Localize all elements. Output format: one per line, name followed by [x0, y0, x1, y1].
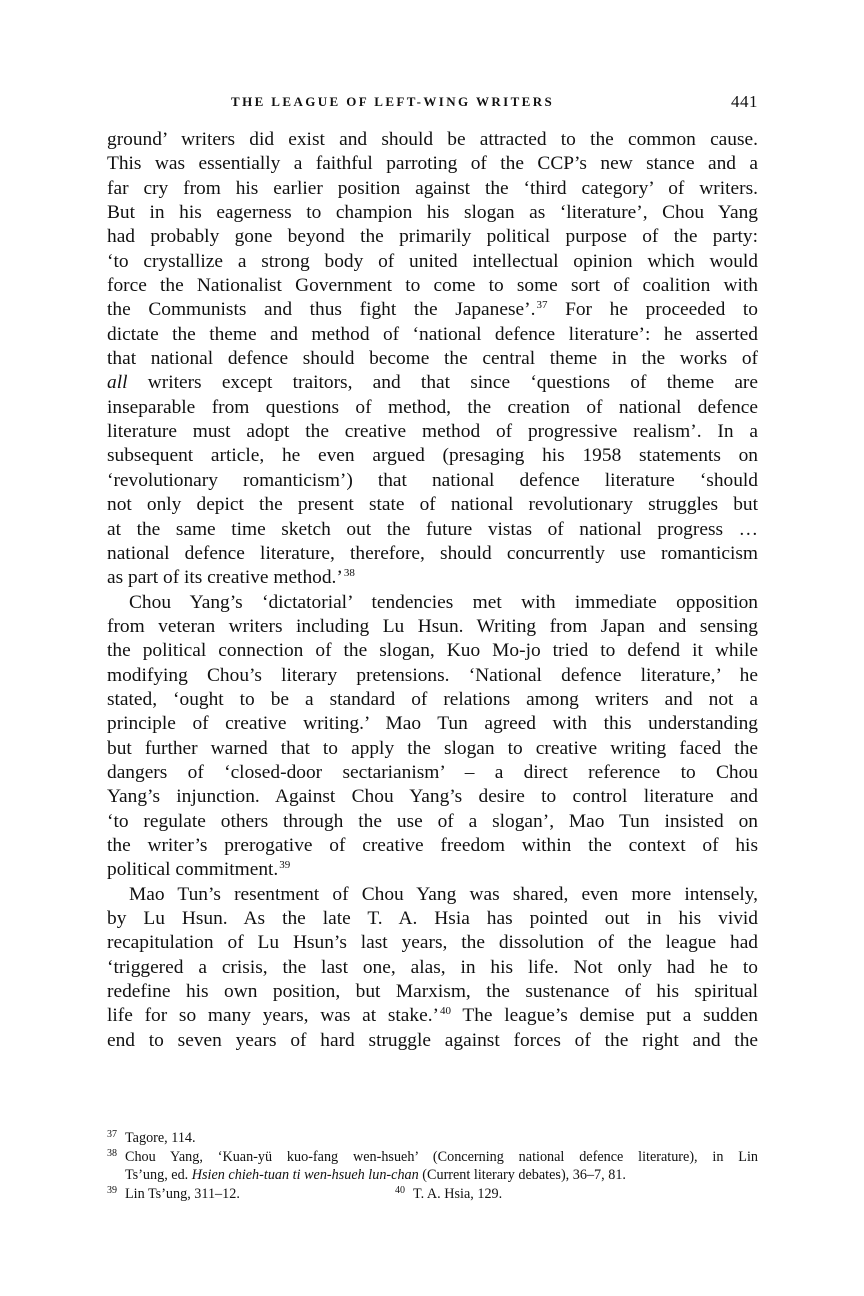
text-line: national defence literature, therefore, should concurrently use romanticism	[107, 542, 758, 564]
text-line: not only depict the present state of national revolutionary struggles but	[107, 494, 758, 516]
footnote-38-continued	[107, 1166, 758, 1185]
footnote-text: T. A. Hsia, 129.	[413, 1185, 503, 1202]
running-title: THE LEAGUE OF LEFT-WING WRITERS	[231, 94, 555, 109]
text-line: Chou Yang’s ‘dictatorial’ tendencies met with immediate opposition	[129, 591, 758, 613]
text-line: literature must adopt the creative method of progressive realism’. In a	[107, 421, 758, 443]
footnote-39	[107, 1185, 395, 1204]
text-line: ‘to regulate others through the use of a slogan’, Mao Tun insisted on	[107, 810, 758, 832]
text-line: the Communists and thus fight the Japanese’.$^{37}$ For he proceeded to	[107, 299, 758, 321]
text-line: all writers except traitors, and that since ‘questions of theme are	[107, 372, 758, 394]
text-line: ‘revolutionary romanticism’) that national defence literature ‘should	[107, 469, 758, 491]
text-line: dangers of ‘closed-door sectarianism’ – a direct reference to Chou	[107, 761, 758, 783]
text-line: from veteran writers including Lu Hsun. Writing from Japan and sensing	[107, 615, 758, 637]
text-line: that national defence should become the central theme in the works of	[107, 348, 758, 370]
page-number: 441	[731, 92, 758, 111]
footnote-text: Ts’ung, ed.	[125, 1167, 192, 1184]
footnote-text: Lin Ts’ung, 311–12.	[125, 1185, 240, 1202]
text-line: principle of creative writing.’ Mao Tun agreed with this understanding	[107, 713, 758, 735]
text-line: redefine his own position, but Marxism, the sustenance of his spiritual	[107, 981, 758, 1003]
footnote-reference[interactable]: 37	[536, 299, 548, 312]
text-line: modifying Chou’s literary pretensions. ‘National defence literature,’ he	[107, 664, 758, 686]
text-line: but further warned that to apply the slogan to creative writing faced the	[107, 737, 758, 759]
text-line: as part of its creative method.’$^{38}$	[107, 567, 355, 589]
text-line: had probably gone beyond the primarily political purpose of the party:	[107, 226, 758, 248]
footnote-number: 37	[107, 1129, 117, 1140]
text-line: inseparable from questions of method, the creation of national defence	[107, 396, 758, 418]
text-line: ‘to crystallize a strong body of united intellectual opinion which would	[107, 250, 758, 272]
text-line: This was essentially a faithful parroting of the CCP’s new stance and a	[107, 153, 758, 175]
footnote-reference[interactable]: 39	[279, 859, 291, 872]
footnote-number: 38	[107, 1147, 117, 1159]
text-line: political commitment.$^{39}$	[107, 859, 291, 881]
text-line: end to seven years of hard struggle against forces of the right and the	[107, 1029, 758, 1051]
footnote-row	[107, 1185, 758, 1204]
emphasis: all	[107, 372, 128, 394]
text-line: But in his eagerness to champion his slogan as ‘literature’, Chou Yang	[107, 202, 758, 224]
text-line: at the same time sketch out the future vistas of national progress …	[107, 518, 758, 540]
book-title: Hsien chieh-tuan ti wen-hsueh lun-chan	[191, 1167, 419, 1184]
text-line: dictate the theme and method of ‘national defence literature’: he asserted	[107, 323, 758, 345]
footnote-38	[107, 1148, 758, 1167]
footnotes	[107, 1129, 758, 1203]
text-line: ‘triggered a crisis, the last one, alas, in his life. Not only had he to	[107, 956, 758, 978]
footnote-number: 39	[107, 1184, 117, 1196]
footnote-number: 40	[395, 1184, 405, 1196]
footnote-text: Tagore, 114.	[125, 1130, 196, 1146]
text-line: by Lu Hsun. As the late T. A. Hsia has pointed out in his vivid	[107, 908, 758, 929]
text-line: recapitulation of Lu Hsun’s last years, the dissolution of the league had	[107, 932, 758, 954]
text-line: the writer’s prerogative of creative freedom within the context of his	[107, 834, 758, 856]
footnote-text: Chou Yang, ‘Kuan-yü kuo-fang wen-hsueh’ (Concerning national defence literature), in Lin	[125, 1148, 758, 1165]
footnote-40	[395, 1185, 502, 1204]
footnote-reference[interactable]: 40	[440, 1005, 451, 1018]
text-line: ground’ writers did exist and should be attracted to the common cause.	[107, 129, 758, 150]
footnote-text: (Current literary debates), 36–7, 81.	[418, 1167, 626, 1184]
text-line: Mao Tun’s resentment of Chou Yang was shared, even more intensely,	[129, 883, 758, 905]
text-line: force the Nationalist Government to come to some sort of coalition with	[107, 275, 758, 297]
text-line: subsequent article, he even argued (presaging his 1958 statements on	[107, 445, 758, 467]
text-line: life for so many years, was at stake.’$^{40}$ The league’s demise put a sudden	[107, 1005, 758, 1027]
footnote-37	[107, 1129, 758, 1148]
text-line: the political connection of the slogan, Kuo Mo-jo tried to defend it while	[107, 640, 758, 662]
running-head	[107, 94, 758, 114]
text-line: Yang’s injunction. Against Chou Yang’s desire to control literature and	[107, 786, 758, 808]
text-line: stated, ‘ought to be a standard of relations among writers and not a	[107, 688, 758, 710]
text-line: far cry from his earlier position against the ‘third category’ of writers.	[107, 177, 758, 199]
body-text	[107, 128, 758, 1053]
footnote-reference[interactable]: 38	[343, 567, 355, 580]
